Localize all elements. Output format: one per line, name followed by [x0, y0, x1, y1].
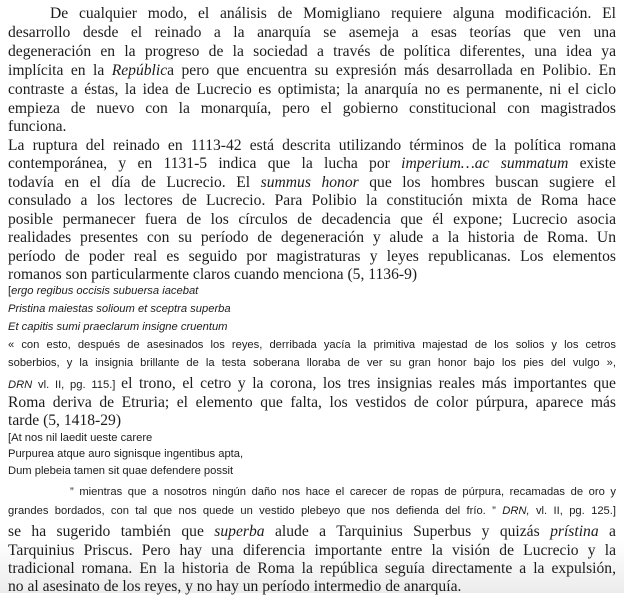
italic-text: DRN,: [502, 506, 530, 517]
text-span: La ruptura del reinado en 1113-42 está descrita utilizando términos de la política romana: [8, 138, 616, 154]
text-span: todavía en el día de Lucrecio. El: [8, 175, 261, 191]
text-line: [8, 6, 616, 26]
text-span: degeneración en la progreso de la sociedad a través de política diferentes, una idea ya: [8, 44, 616, 60]
text-span: se ha sugerido también que: [8, 524, 215, 540]
text-line: [8, 304, 616, 324]
text-line: [8, 82, 616, 102]
text-line: [8, 44, 616, 64]
text-line: [8, 579, 616, 599]
italic-text: Repúblic: [111, 63, 168, 79]
text-line: [8, 249, 616, 269]
italic-text: summus honor: [260, 175, 359, 191]
text-span: tradicional romana. En la historia de Roma la república seguía directamente a la expulsión,: [8, 561, 616, 577]
text-span: empieza de nuevo con la monarquía, pero el gobierno constitucional con magistrados: [8, 101, 616, 117]
italic-text: Et capitis sumi praeclarum insigne cruentum: [8, 322, 228, 333]
italic-text: DRN: [8, 379, 33, 391]
text-span: consulado a los lectores de Lucrecio. Para Polibio la constitución mixta de Roma hace: [8, 193, 616, 209]
text-span: vl. II, pg. 115.]: [32, 379, 122, 391]
text-span: Tarquinius Priscus. Pero hay una diferencia importante entre la visión de Lucrecio y la: [8, 543, 616, 559]
text-line: [8, 487, 616, 507]
text-line: [8, 25, 616, 45]
text-line: [8, 212, 616, 232]
text-span: período de poder real es seguido por magistraturas y leyes republicanas. Los elementos: [8, 249, 616, 265]
text-span: romanos son particularmente claros cuando menciona (5, 1136-9): [8, 267, 418, 283]
text-span: realidades presentes con su período de degeneración y alude a la historia de Roma. Un: [8, 230, 616, 246]
text-span: grandes bordados, con tal que nos quede un vestido plebeyo que nos defienda del frío. ”: [8, 506, 503, 517]
text-line: [8, 413, 616, 433]
text-span: alude a Tarquinius Superbus y quizás: [264, 524, 551, 540]
italic-text: superba: [214, 524, 265, 540]
text-span: vl. II, pg. 125.]: [529, 506, 616, 517]
text-span: a pero que encuentra su expresión más desarrollada en Polibio. En: [167, 63, 616, 79]
text-span: existe: [568, 156, 616, 172]
text-line: [8, 524, 616, 544]
text-span: contemporánea, y en 1131-5 indica que la lucha por: [8, 156, 402, 172]
text-span: posible permanecer fuera de los círculos de decadencia que él expone; Lucrecio asocia: [8, 212, 616, 228]
text-line: [8, 119, 616, 139]
text-line: [8, 63, 616, 83]
text-span: ” mientras que a nosotros ningún daño nos hace el carecer de ropas de púrpura, recamadas de oro y: [70, 487, 616, 498]
text-line: [8, 340, 616, 360]
text-line: [8, 466, 616, 486]
text-line: [8, 101, 616, 121]
text-line: [8, 286, 616, 306]
text-span: De cualquier modo, el análisis de Momigliano requiere alguna modificación. El: [50, 6, 616, 22]
text-span: funciona.: [8, 119, 67, 135]
text-span: que los hombres buscan sugiere el: [358, 175, 616, 191]
text-span: el trono, el cetro y la corona, los tres insignias reales más importantes que: [121, 376, 616, 392]
text-span: « con esto, después de asesinados los reyes, derribada yacía la primitiva majestad de los solios y los cetros: [8, 340, 616, 351]
text-line: [8, 230, 616, 250]
text-span: contraste a éstas, la idea de Lucrecio es optimista; la anarquía no es permanente, ni el ciclo: [8, 82, 616, 98]
text-line: [8, 506, 616, 526]
text-span: [: [8, 286, 12, 297]
text-line: [8, 358, 616, 378]
italic-text: prístina: [550, 524, 599, 540]
text-span: [At nos nil laedit ueste carere: [8, 433, 153, 444]
text-line: [8, 395, 616, 415]
text-line: [8, 138, 616, 158]
text-line: [8, 322, 616, 342]
text-line: [8, 561, 616, 581]
text-line: [8, 175, 616, 195]
text-span: no al asesinato de los reyes, y no hay un período intermedio de anarquía.: [8, 579, 462, 595]
text-line: [8, 193, 616, 213]
text-span: Roma deriva de Etruria; el elemento que falta, los vestidos de color púrpura, aparece más: [8, 395, 616, 411]
text-line: [8, 543, 616, 563]
text-span: Purpurea atque auro signisque ingentibus apta,: [8, 449, 244, 460]
text-line: [8, 376, 616, 396]
text-span: Dum plebeia tamen sit quae defendere possit: [8, 466, 234, 477]
italic-text: imperium…ac summatum: [401, 156, 569, 172]
italic-text: Pristina maiestas solioum et sceptra superba: [8, 304, 231, 315]
italic-text: ergo regibus occisis subuersa iacebat: [11, 286, 199, 297]
text-span: implícita en la: [8, 63, 112, 79]
text-span: tarde (5, 1418-29): [8, 413, 122, 429]
text-span: soberbios, y la insignia brillante de la testa soberana lloraba de ver su gran honor bajo los pies del vulgo »,: [8, 358, 616, 369]
text-line: [8, 267, 616, 287]
text-span: desarrollo desde el reinado a la anarquía se asemeja a esas teorías que ven una: [8, 25, 616, 41]
text-line: [8, 156, 616, 176]
text-span: a: [598, 524, 616, 540]
